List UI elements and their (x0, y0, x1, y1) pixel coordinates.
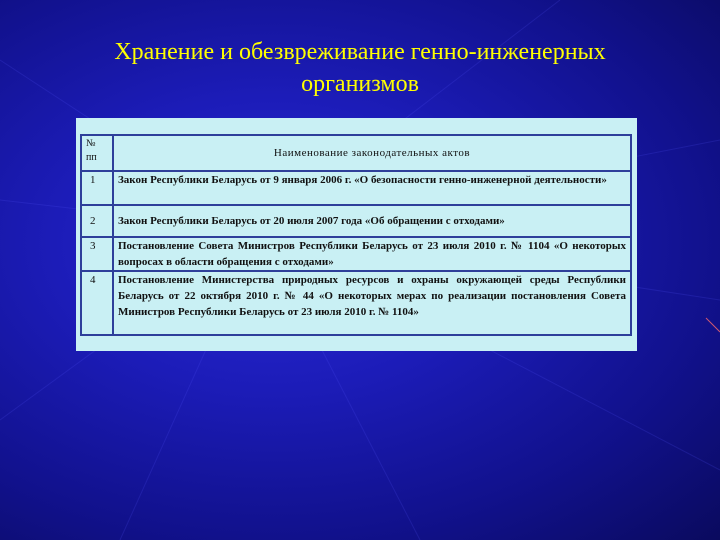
row-text: Закон Республики Беларусь от 9 января 2006 г. «О безопасности генно-инженерной деятельности» (113, 171, 631, 205)
header-name: Наименование законодательных актов (113, 135, 631, 171)
row-text: Постановление Министерства природных ресурсов и охраны окружающей среды Республики Беларусь от 22 октября 2010 г. № 44 «О некоторых мерах по реализации постановления Совета Министров Республики Беларусь от 23 июля 2010 г. № 1104» (113, 271, 631, 335)
table-header-row (81, 135, 631, 171)
row-number: 1 (81, 171, 113, 205)
slide-title-line2: организмов (301, 71, 419, 97)
legislation-table (80, 134, 632, 336)
row-text: Постановление Совета Министров Республики Беларусь от 23 июля 2010 г. № 1104 «О некоторых вопросах в области обращения с отходами» (113, 237, 631, 271)
row-number: 2 (81, 205, 113, 237)
legislation-table-panel (76, 118, 637, 351)
slide-title-line1: Хранение и обезвреживание генно-инженерных (114, 39, 606, 65)
accent-ray (706, 318, 720, 332)
table-row (81, 237, 631, 271)
row-number: 4 (81, 271, 113, 335)
header-number: № пп (81, 135, 113, 171)
table-row (81, 271, 631, 335)
table-row (81, 171, 631, 205)
row-text: Закон Республики Беларусь от 20 июля 2007 года «Об обращении с отходами» (113, 205, 631, 237)
row-number: 3 (81, 237, 113, 271)
table-row (81, 205, 631, 237)
slide-title (20, 36, 700, 100)
